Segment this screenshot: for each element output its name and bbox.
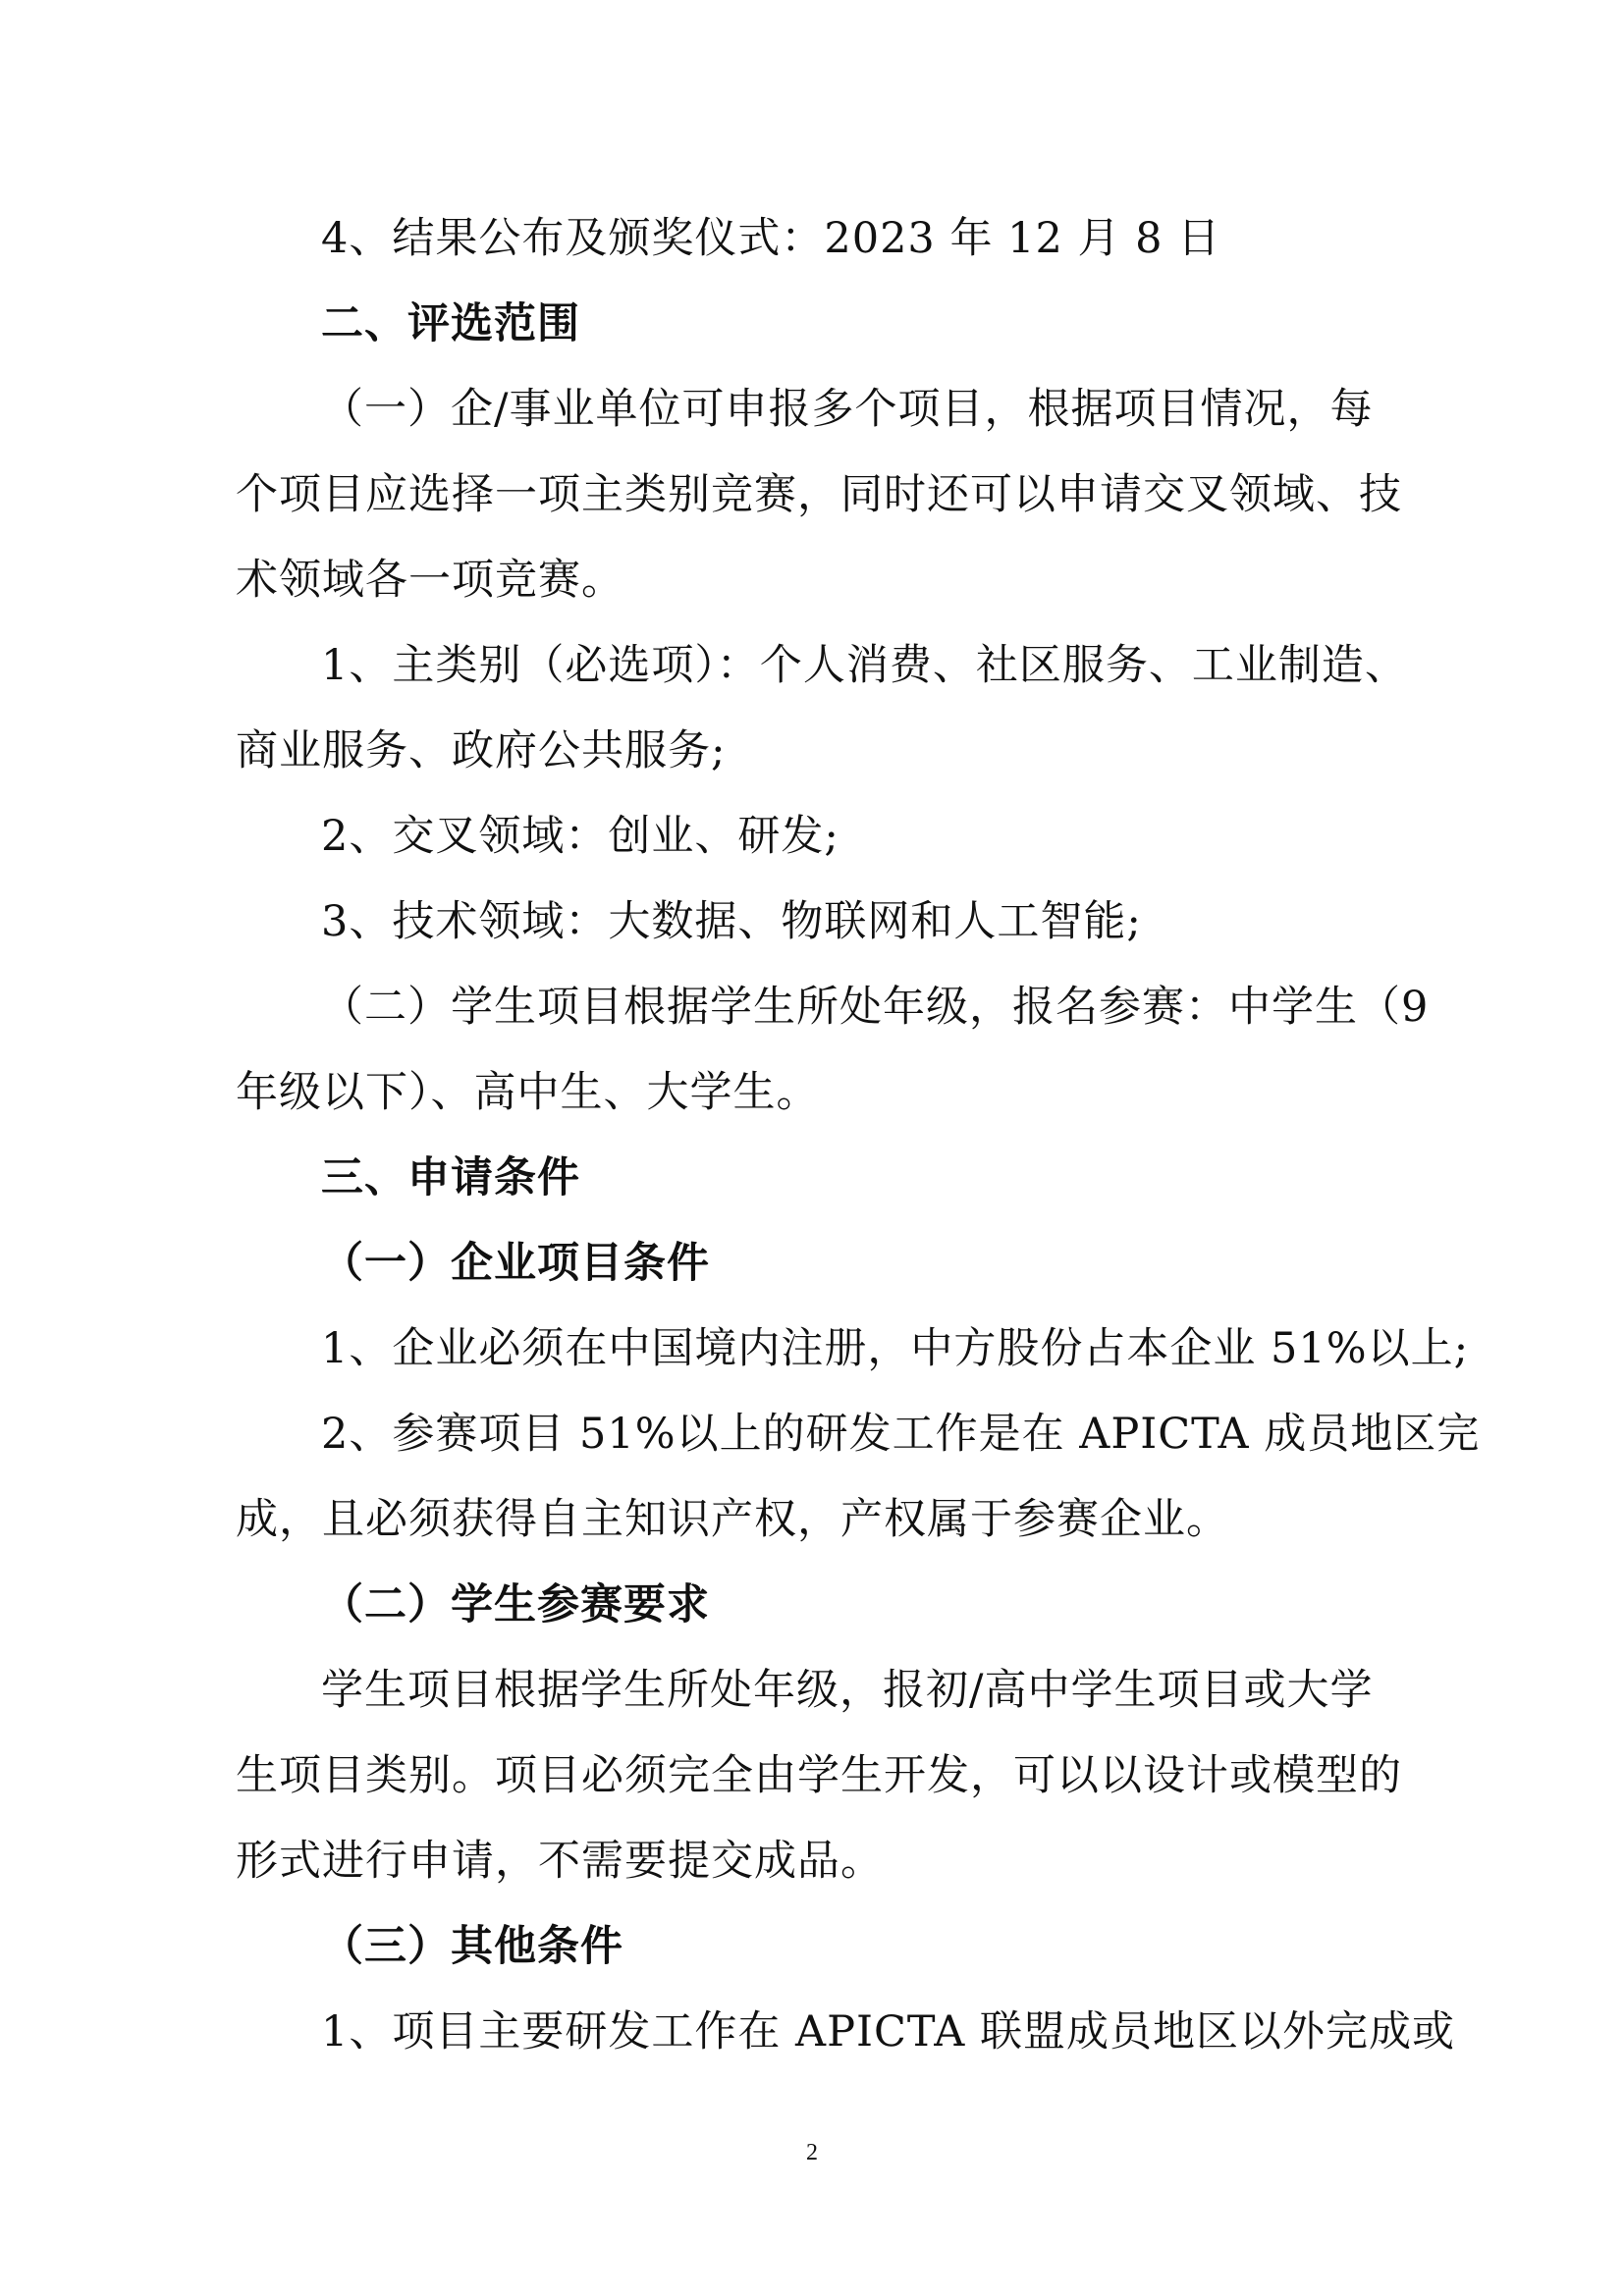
heading-text: 二、评选范围: [321, 299, 580, 348]
list-item-main-category-cont: [0, 717, 1624, 785]
paragraph-line-student-projects-cont: [0, 1058, 1624, 1127]
paragraph-line-student-requirements-1: [0, 1656, 1624, 1725]
subsection-heading-other-conditions: [0, 1912, 1624, 1981]
line-text: 3、技术领域：大数据、物联网和人工智能;: [321, 897, 1142, 946]
line-text: 年级以下）、高中生、大学生。: [236, 1068, 820, 1117]
line-text: 成，且必须获得自主知识产权，产权属于参赛企业。: [236, 1495, 1229, 1544]
line-text: 2、交叉领域：创业、研发;: [321, 812, 839, 861]
line-text: （一）企/事业单位可申报多个项目，根据项目情况，每: [321, 385, 1374, 434]
paragraph-line-scope-2: [0, 460, 1624, 529]
line-text: 商业服务、政府公共服务;: [236, 726, 727, 775]
paragraph-line-student-requirements-2: [0, 1741, 1624, 1810]
list-item-project-research: [0, 1400, 1624, 1468]
line-text: 形式进行申请，不需要提交成品。: [236, 1837, 884, 1886]
line-text: 1、主类别（必选项）：个人消费、社区服务、工业制造、: [321, 641, 1408, 690]
paragraph-line-student-projects: [0, 973, 1624, 1041]
line-text: （二）学生项目根据学生所处年级，报名参赛：中学生（9: [321, 983, 1430, 1032]
subsection-heading-student-requirements: [0, 1571, 1624, 1639]
paragraph-line-scope-1: [0, 375, 1624, 444]
list-item-other-condition-1: [0, 1998, 1624, 2066]
line-text: 1、企业必须在中国境内注册，中方股份占本企业 51%以上;: [321, 1324, 1470, 1373]
paragraph-line-result-date: [0, 204, 1624, 273]
heading-text: 三、申请条件: [321, 1153, 580, 1202]
list-item-cross-field: [0, 802, 1624, 871]
line-text: 2、参赛项目 51%以上的研发工作是在 APICTA 成员地区完: [321, 1410, 1481, 1459]
section-heading-selection-scope: [0, 290, 1624, 358]
line-text: 个项目应选择一项主类别竞赛，同时还可以申请交叉领域、技: [236, 470, 1402, 519]
page-number: 2: [806, 2140, 818, 2165]
paragraph-line-student-requirements-3: [0, 1827, 1624, 1896]
line-text: 4、结果公布及颁奖仪式：2023 年 12 月 8 日: [321, 214, 1221, 263]
section-heading-application-conditions: [0, 1144, 1624, 1212]
subsection-heading-enterprise-conditions: [0, 1229, 1624, 1298]
heading-text: （一）企业项目条件: [321, 1239, 710, 1288]
line-text: 1、项目主要研发工作在 APICTA 联盟成员地区以外完成或: [321, 2007, 1455, 2056]
heading-text: （二）学生参赛要求: [321, 1580, 710, 1629]
list-item-project-research-cont: [0, 1485, 1624, 1554]
line-text: 生项目类别。项目必须完全由学生开发，可以以设计或模型的: [236, 1751, 1402, 1800]
line-text: 学生项目根据学生所处年级，报初/高中学生项目或大学: [321, 1666, 1374, 1715]
list-item-enterprise-registration: [0, 1314, 1624, 1383]
heading-text: （三）其他条件: [321, 1922, 623, 1971]
line-text: 术领域各一项竞赛。: [236, 556, 624, 605]
list-item-main-category: [0, 631, 1624, 700]
paragraph-line-scope-3: [0, 546, 1624, 614]
list-item-technology-field: [0, 887, 1624, 956]
